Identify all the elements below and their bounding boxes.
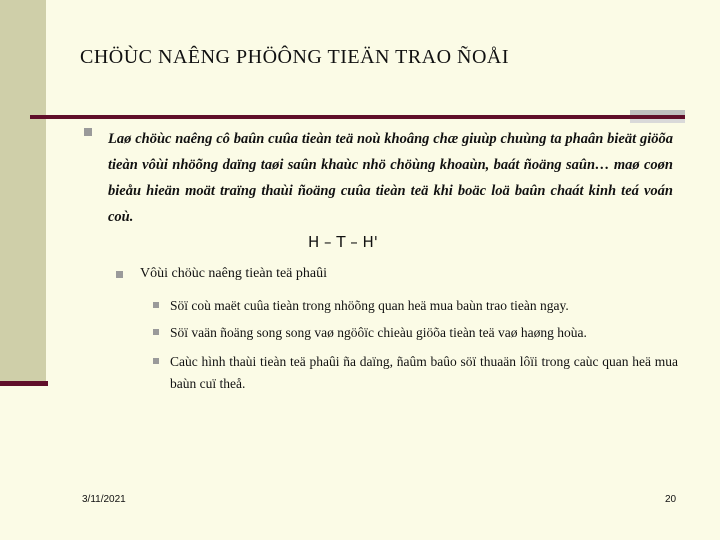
page-number: 20 (665, 494, 677, 505)
main-paragraph: Laø chöùc naêng cô baûn cuûa tieàn teä noù khoâng chæ giuùp chuùng ta phaân bieät giöõa tieàn vôùi nhöõng daïng taøi saûn khaùc nhö chöùng khoaùn, baát ñoäng saûn… maø coøn bieåu hieän moät traïng thaùi ñoäng cuûa tieàn teä khi boäc loä baûn chaát kinh teá voán coù. (108, 131, 673, 225)
sub-sub-bullet-text: Caùc hình thaùi tieàn teä phaûi ña daïng, ñaûm baûo söï thuaän lôïi trong caùc quan heä mua baùn cuï theå. (170, 354, 678, 391)
footer-date: 3/11/2021 (82, 494, 126, 505)
sub-bullet-text: Vôùi chöùc naêng tieàn teä phaûi (140, 266, 327, 281)
slide-title: CHÖÙC NAÊNG PHÖÔNG TIEÄN TRAO ÑOÅI (80, 46, 510, 68)
bullet-square-icon (153, 329, 159, 335)
bullet-square-icon (84, 128, 92, 136)
bullet-square-icon (116, 271, 123, 278)
formula: H – T – H' (308, 233, 378, 251)
bullet-square-icon (153, 302, 159, 308)
left-bar-underline (0, 381, 48, 386)
bullet-square-icon (153, 358, 159, 364)
sub-sub-bullet-text: Söï vaän ñoäng song song vaø ngöôïc chieàu giöõa tieàn teä vaø haøng hoùa. (170, 325, 587, 340)
sub-sub-bullet-text: Söï coù maët cuûa tieàn trong nhöõng quan heä mua baùn trao tieàn ngay. (170, 298, 569, 313)
title-rule-accent-shadow (630, 119, 685, 123)
title-rule (30, 115, 685, 119)
left-decorative-bar (0, 0, 46, 382)
